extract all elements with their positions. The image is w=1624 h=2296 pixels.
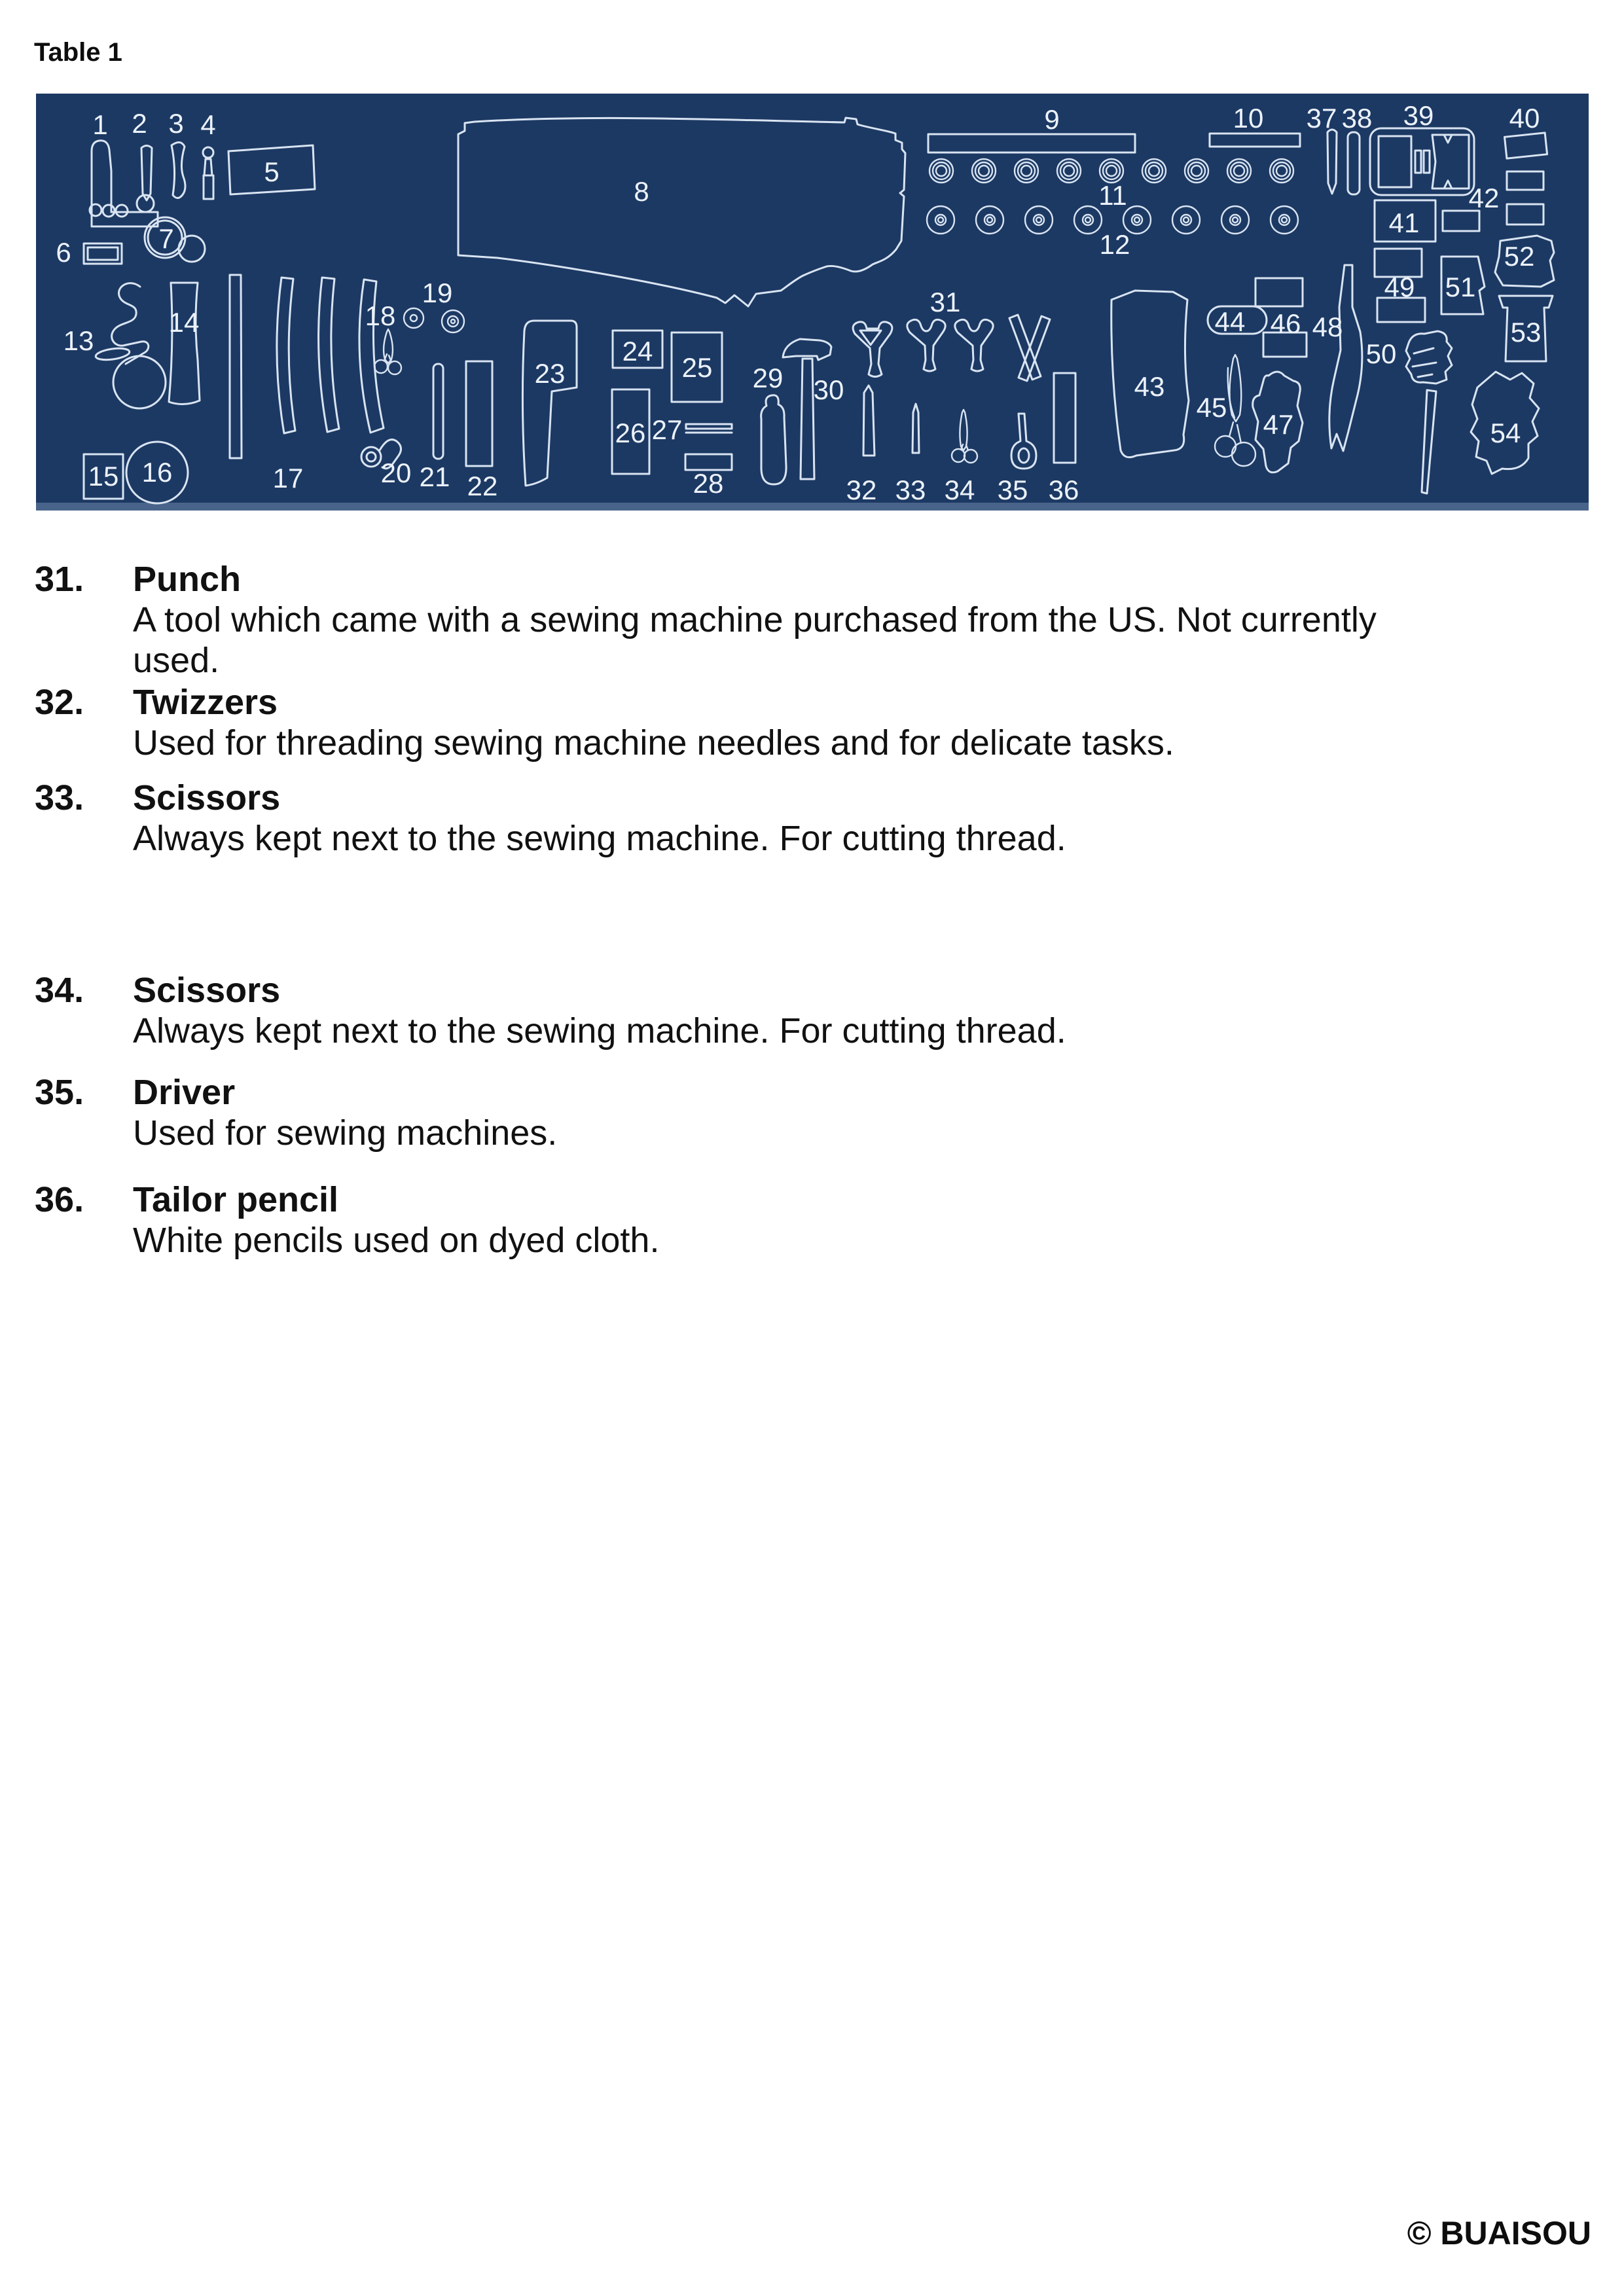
diagram-label-49: 49 [1384, 272, 1415, 302]
diagram-label-33: 33 [895, 475, 926, 505]
item-title: Scissors [133, 778, 281, 817]
item-title: Driver [133, 1073, 236, 1112]
diagram-label-26: 26 [615, 418, 646, 448]
description-line: used. [133, 641, 220, 680]
diagram-label-8: 8 [634, 176, 649, 207]
list-item [35, 1179, 1560, 1261]
diagram-label-25: 25 [681, 352, 713, 383]
diagram-label-42: 42 [1468, 183, 1500, 213]
diagram-label-40: 40 [1509, 103, 1540, 134]
diagram-label-45: 45 [1196, 392, 1227, 423]
item-title: Punch [133, 560, 242, 599]
diagram-label-5: 5 [264, 156, 280, 187]
diagram-label-29: 29 [752, 363, 784, 393]
item-number: 36. [35, 1180, 84, 1219]
item-number: 34. [35, 971, 84, 1010]
page-title: Table 1 [34, 38, 122, 67]
diagram-label-10: 10 [1233, 103, 1264, 134]
description-line: A tool which came with a sewing machine purchased from the US. Not currently [133, 600, 1377, 639]
diagram-label-12: 12 [1099, 229, 1130, 260]
diagram-label-7: 7 [158, 223, 174, 254]
item-description [133, 818, 1560, 859]
diagram-label-13: 13 [63, 325, 94, 356]
diagram-label-24: 24 [622, 336, 653, 367]
description-line: Used for sewing machines. [133, 1113, 558, 1153]
diagram-label-6: 6 [56, 237, 71, 268]
diagram-label-31: 31 [929, 287, 961, 317]
item-title: Scissors [133, 971, 281, 1010]
item-description [133, 1011, 1560, 1051]
diagram-label-2: 2 [132, 108, 147, 139]
diagram-label-53: 53 [1510, 317, 1542, 348]
item-description [133, 723, 1560, 763]
blueprint-svg [36, 94, 1589, 511]
diagram-label-20: 20 [380, 457, 412, 488]
diagram-label-39: 39 [1403, 100, 1434, 131]
diagram-label-54: 54 [1490, 418, 1521, 448]
diagram-label-23: 23 [534, 358, 566, 389]
diagram-label-37: 37 [1306, 103, 1337, 134]
diagram-label-16: 16 [141, 457, 173, 488]
diagram-label-15: 15 [88, 461, 119, 492]
diagram-label-21: 21 [419, 461, 450, 492]
diagram-label-28: 28 [693, 468, 724, 499]
item-number: 32. [35, 683, 84, 722]
diagram-label-50: 50 [1365, 338, 1397, 369]
list-item [35, 778, 1560, 859]
diagram-label-44: 44 [1214, 306, 1246, 337]
diagram-label-34: 34 [944, 475, 975, 505]
diagram-label-41: 41 [1388, 207, 1420, 238]
item-number: 35. [35, 1073, 84, 1112]
diagram-label-3: 3 [168, 108, 184, 139]
item-number: 31. [35, 560, 84, 599]
diagram-label-38: 38 [1341, 103, 1373, 134]
diagram-label-18: 18 [365, 300, 396, 331]
diagram-label-30: 30 [813, 374, 844, 405]
diagram-label-27: 27 [651, 414, 683, 445]
item-description [133, 1220, 1560, 1261]
diagram-label-48: 48 [1312, 312, 1343, 342]
item-title: Tailor pencil [133, 1180, 339, 1219]
diagram-label-19: 19 [422, 278, 453, 308]
item-description [133, 600, 1560, 681]
diagram-label-9: 9 [1044, 104, 1060, 135]
diagram-label-51: 51 [1445, 272, 1476, 302]
scan-edge-strip [36, 503, 1589, 511]
item-description [133, 1113, 1560, 1153]
list-item [35, 970, 1560, 1051]
diagram-label-22: 22 [467, 471, 498, 501]
diagram-label-52: 52 [1504, 241, 1535, 272]
diagram-label-32: 32 [846, 475, 877, 505]
diagram-label-43: 43 [1134, 371, 1165, 402]
description-line: White pencils used on dyed cloth. [133, 1221, 660, 1260]
item-number: 33. [35, 778, 84, 817]
diagram-label-35: 35 [997, 475, 1028, 505]
diagram-label-14: 14 [168, 307, 200, 338]
diagram-label-11: 11 [1098, 180, 1127, 211]
diagram-label-36: 36 [1048, 475, 1079, 505]
copyright-notice: © BUAISOU [1407, 2215, 1591, 2251]
list-item [35, 559, 1560, 681]
diagram-label-47: 47 [1263, 409, 1294, 440]
list-item [35, 1072, 1560, 1153]
diagram-label-1: 1 [92, 109, 108, 140]
diagram-label-17: 17 [272, 463, 304, 493]
diagram-label-4: 4 [200, 109, 216, 140]
description-line: Always kept next to the sewing machine. For cutting thread. [133, 1011, 1066, 1050]
item-title: Twizzers [133, 683, 278, 722]
description-line: Used for threading sewing machine needles and for delicate tasks. [133, 723, 1174, 762]
description-line: Always kept next to the sewing machine. For cutting thread. [133, 819, 1066, 858]
list-item [35, 682, 1560, 763]
diagram-label-46: 46 [1270, 308, 1301, 339]
tools-diagram [36, 94, 1589, 511]
